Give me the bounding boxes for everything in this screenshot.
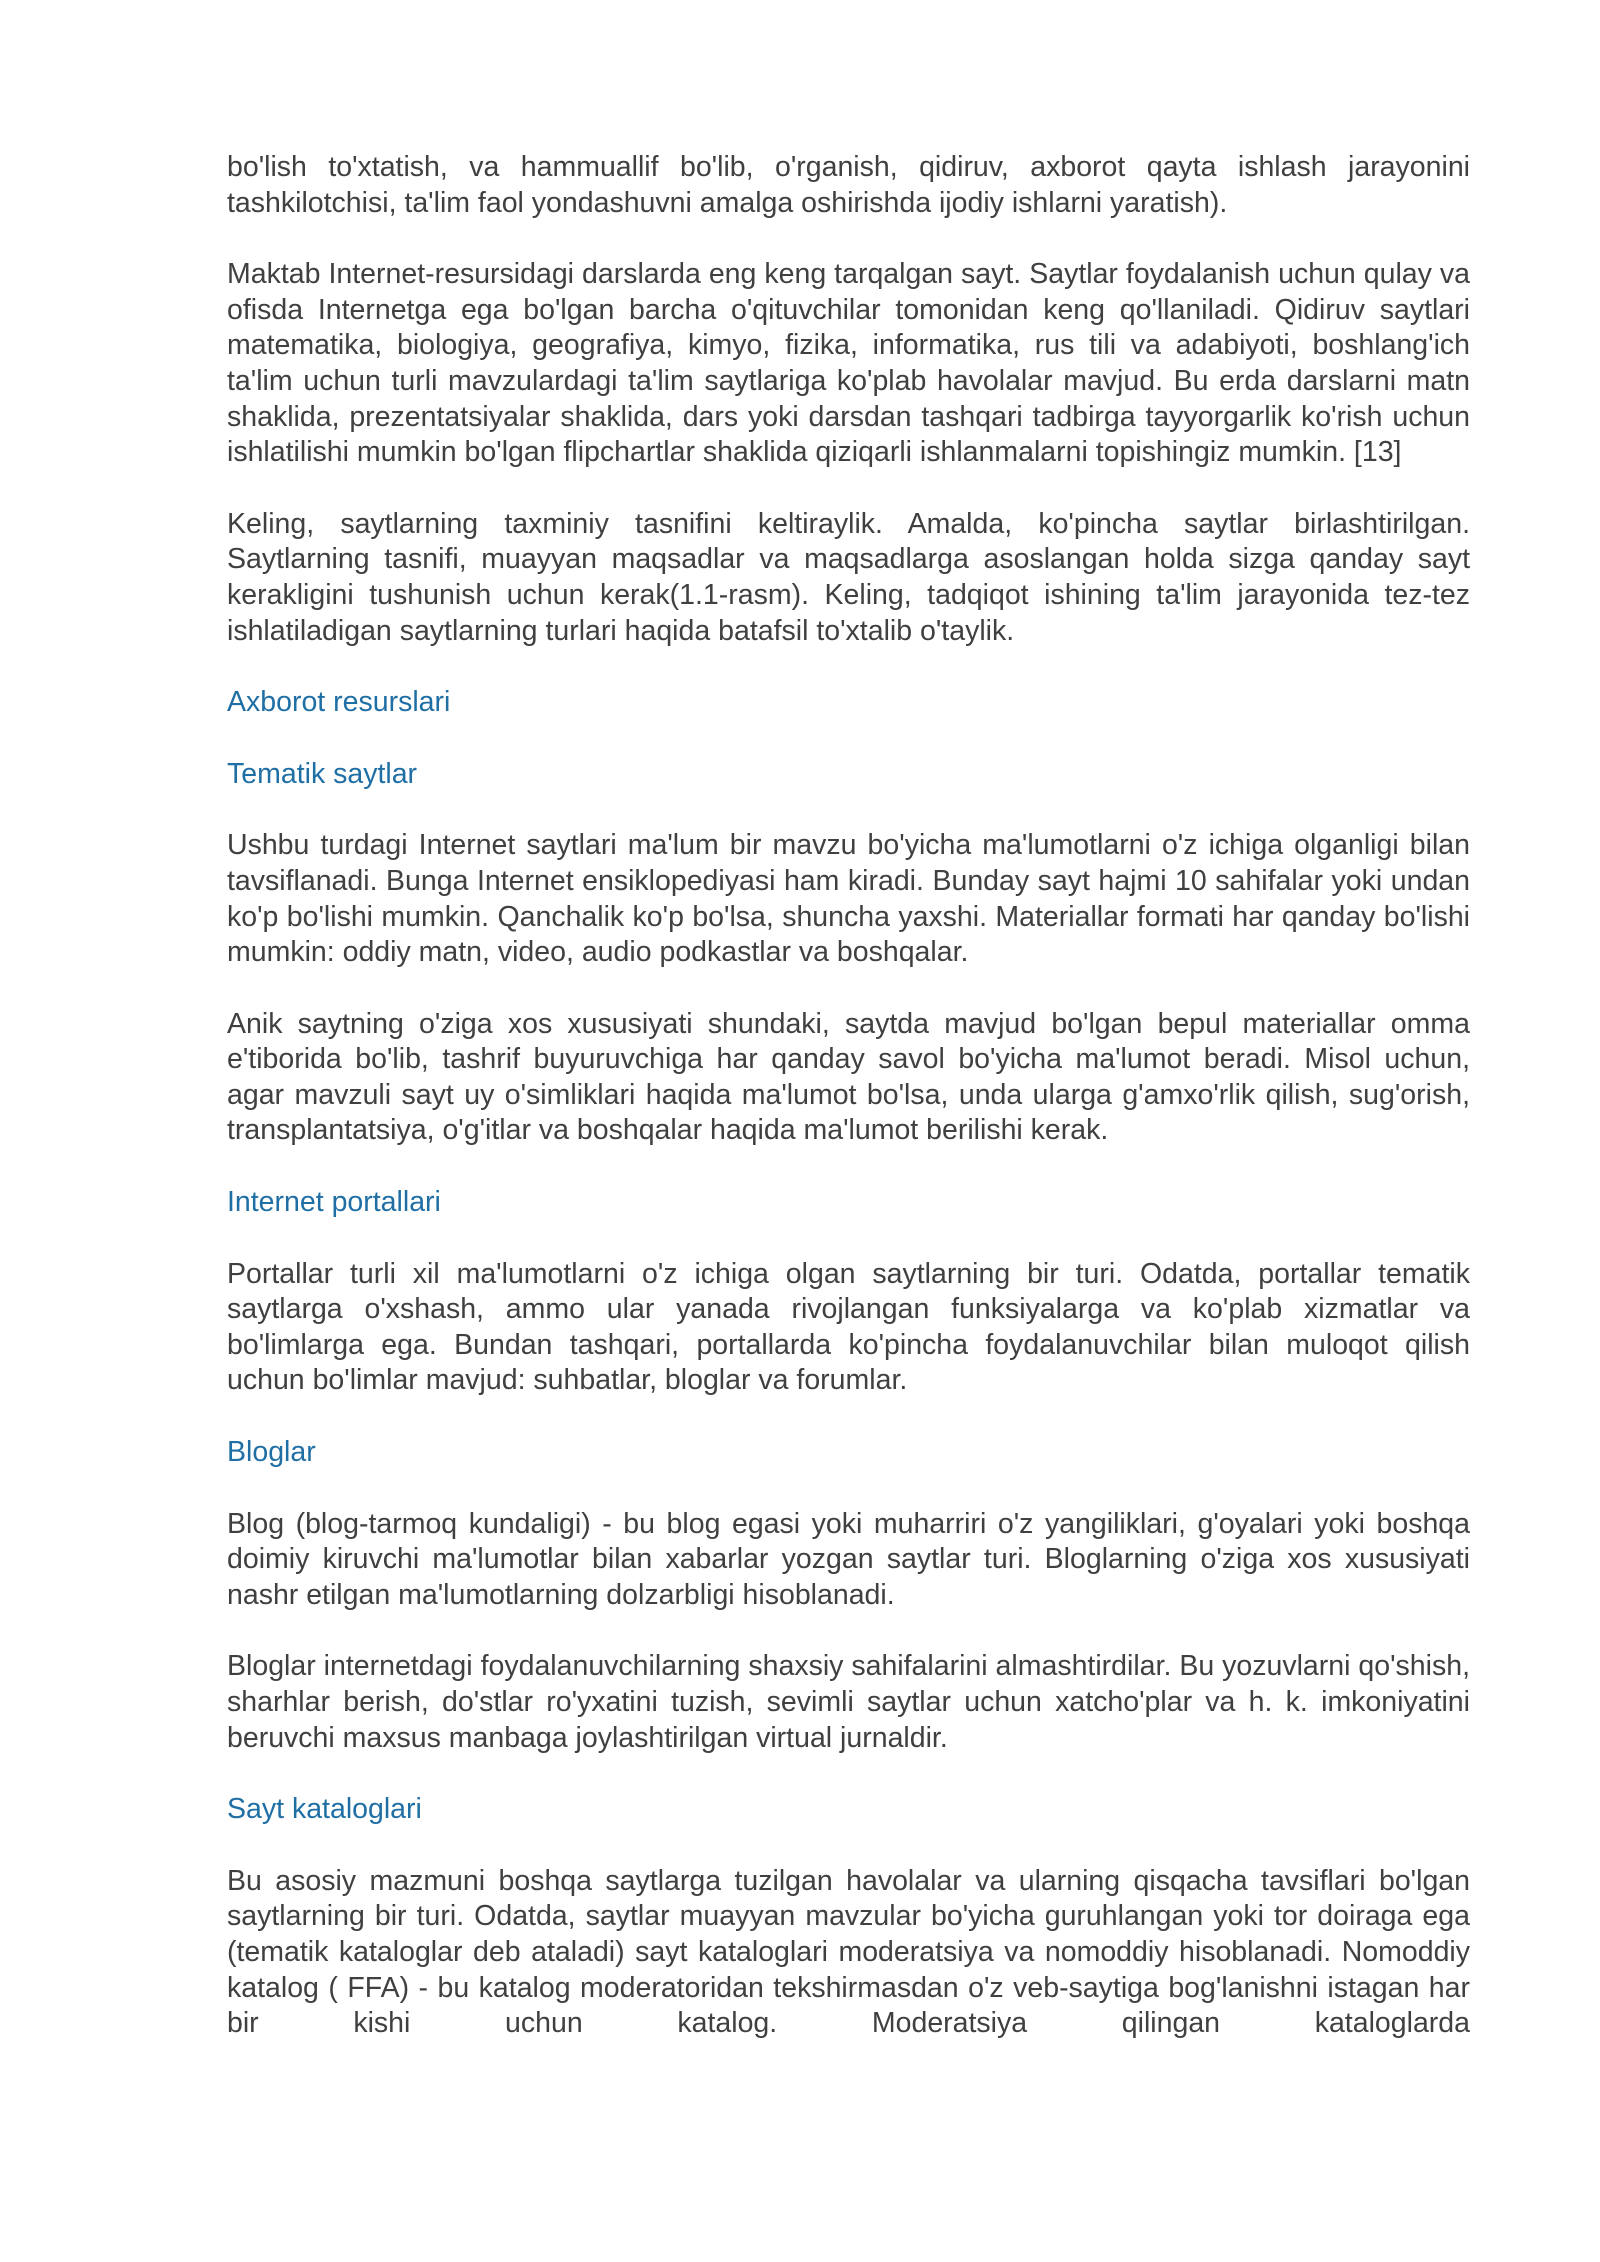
paragraph-blog-journal: Bloglar internetdagi foydalanuvchilarning shaxsiy sahifalarini almashtirdilar. Bu yozuvlarni qo'shish, sharhlar berish, do'stlar ro'yxatini tuzish, sevimli saytlar uchun xatcho'plar va h. k. imkoniyatini beruvchi maxsus manbaga joylashtirilgan virtual jurnaldir. (227, 1650, 1470, 1754)
paragraph-tematik-feature: Anik saytning o'ziga xos xususiyati shundaki, saytda mavjud bo'lgan bepul materiallar omma e'tiborida bo'lib, tashrif buyuruvchiga har qanday savol bo'yicha ma'lumot beradi. Misol uchun, agar mavzuli sayt uy o'simliklari haqida ma'lumot bo'lsa, unda ularga g'amxo'rlik qilish, sug'orish, transplantatsiya, o'g'itlar va boshqalar haqida ma'lumot berilishi kerak. (227, 1007, 1470, 1147)
heading-internet-portallari: Internet portallari (227, 1186, 441, 1219)
heading-bloglar: Bloglar (227, 1436, 316, 1469)
paragraph-portals: Portallar turli xil ma'lumotlarni o'z ichiga olgan saytlarning bir turi. Odatda, portallar tematik saytlarga o'xshash, ammo ular yanada rivojlangan funksiyalarga va ko'plab xizmatlar va bo'limlarga ega. Bundan tashqari, portallarda ko'pincha foydalanuvchilar bilan muloqot qilish uchun bo'limlar mavjud: suhbatlar, bloglar va forumlar. (227, 1257, 1470, 1397)
paragraph-site-catalogs: Bu asosiy mazmuni boshqa saytlarga tuzilgan havolalar va ularning qisqacha tavsiflari bo'lgan saytlarning bir turi. Odatda, saytlar muayyan mavzular bo'yicha guruhlangan yoki tor doiraga ega (tematik kataloglar deb ataladi) sayt kataloglari moderatsiya va nomoddiy hisoblanadi. Nomoddiy katalog ( FFA) - bu katalog moderatoridan tekshirmasdan o'z veb-saytiga bog'lanishni istagan har bir kishi uchun katalog. Moderatsiya qilingan kataloglarda (227, 1864, 1470, 2040)
heading-sayt-kataloglari: Sayt kataloglari (227, 1793, 422, 1826)
paragraph-intro-continuation: bo'lish to'xtatish, va hammuallif bo'lib, o'rganish, qidiruv, axborot qayta ishlash jarayonini tashkilotchisi, ta'lim faol yondashuvni amalga oshirishda ijodiy ishlarni yaratish). (227, 151, 1470, 219)
paragraph-blog-definition: Blog (blog-tarmoq kundaligi) - bu blog egasi yoki muharriri o'z yangiliklari, g'oyalari yoki boshqa doimiy kiruvchi ma'lumotlar bilan xabarlar yozgan saytlar turi. Bloglarning o'ziga xos xususiyati nashr etilgan ma'lumotlarning dolzarbligi hisoblanadi. (227, 1507, 1470, 1611)
document-page (227, 150, 1470, 2078)
paragraph-tematik-description: Ushbu turdagi Internet saytlari ma'lum bir mavzu bo'yicha ma'lumotlarni o'z ichiga olganligi bilan tavsiflanadi. Bunga Internet ensiklopediyasi ham kiradi. Bunday sayt hajmi 10 sahifalar yoki undan ko'p bo'lishi mumkin. Qanchalik ko'p bo'lsa, shuncha yaxshi. Materiallar formati har qanday bo'lishi mumkin: oddiy matn, video, audio podkastlar va boshqalar. (227, 829, 1470, 969)
paragraph-site-classification: Keling, saytlarning taxminiy tasnifini keltiraylik. Amalda, ko'pincha saytlar birlashtirilgan. Saytlarning tasnifi, muayyan maqsadlar va maqsadlarga asoslangan holda sizga qanday sayt kerakligini tushunish uchun kerak(1.1-rasm). Keling, tadqiqot ishining ta'lim jarayonida tez-tez ishlatiladigan saytlarning turlari haqida batafsil to'xtalib o'taylik. (227, 507, 1470, 647)
heading-axborot-resurslari: Axborot resurslari (227, 686, 451, 719)
paragraph-school-internet-resource: Maktab Internet-resursidagi darslarda eng keng tarqalgan sayt. Saytlar foydalanish uchun qulay va ofisda Internetga ega bo'lgan barcha o'qituvchilar tomonidan keng qo'llaniladi. Qidiruv saytlari matematika, biologiya, geografiya, kimyo, fizika, informatika, rus tili va adabiyoti, boshlang'ich ta'lim uchun turli mavzulardagi ta'lim saytlariga ko'plab havolalar mavjud. Bu erda darslarni matn shaklida, prezentatsiyalar shaklida, dars yoki darsdan tashqari tadbirga tayyorgarlik ko'rish uchun ishlatilishi mumkin bo'lgan flipchartlar shaklida qiziqarli ishlanmalarni topishingiz mumkin. [13] (227, 258, 1470, 469)
heading-tematik-saytlar: Tematik saytlar (227, 757, 418, 790)
